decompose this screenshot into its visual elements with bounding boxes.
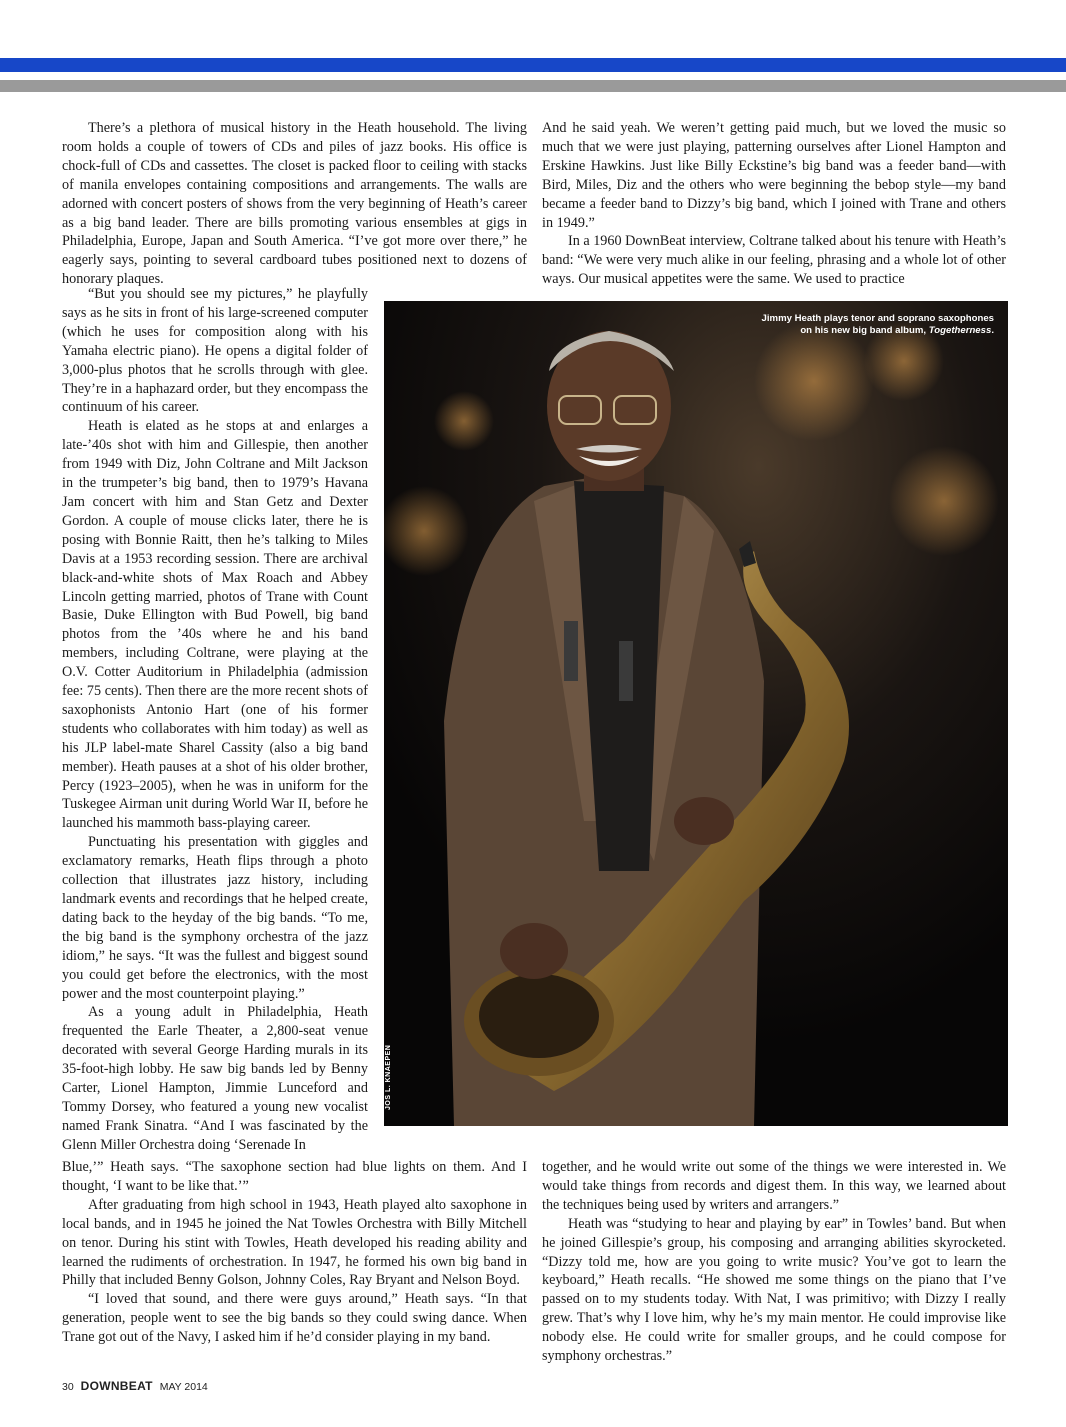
- paragraph: And he said yeah. We weren’t getting paid much, but we loved the music so much that we were just playing, patterning ourselves after Lionel Hampton and Erskine Hawkins. Just like Billy Eckstine’s big band was a feeder band—with Bird, Miles, Diz and the others who were beginning the bebop style—my band became a feeder band to Dizzy’s big band, which I joined with Trane and others in 1949.”: [542, 120, 1006, 231]
- caption-end: .: [991, 325, 994, 336]
- header-gray-bar: [0, 80, 1066, 92]
- paragraph: Heath was “studying to hear and playing by ear” in Towles’ band. But when he joined Gillespie’s group, his composing and arranging abilities skyrocketed. “Dizzy told me, how are you going to write music? You’ve got to learn the keyboard,” Heath recalls. “He showed me some things on the piano that I’ve passed on to my students today. With Nat, I was primitivo; with Dizzy I really grew. That’s why I love him, why he’s my main mentor. He could improvise like nobody else. He could write for smaller groups, and he could compose for symphony orchestras.”: [542, 1215, 1006, 1365]
- paragraph: Blue,’” Heath says. “The saxophone section had blue lights on them. And I thought, ‘I want to be like that.’”: [62, 1159, 527, 1194]
- caption-album-title: Togetherness: [928, 325, 992, 336]
- paragraph: After graduating from high school in 1943, Heath played alto saxophone in local bands, and in 1945 he joined the Nat Towles Orchestra with Billy Mitchell on tenor. During his stint with Towles, Heath developed his reading ability and learned the rudiments of orchestration. In 1947, he formed his own big band in Philly that included Benny Golson, Johnny Coles, Ray Bryant and Nelson Boyd.: [62, 1196, 527, 1289]
- left-column-bottom: [62, 1158, 527, 1347]
- photo-caption: [694, 313, 994, 337]
- paragraph: “But you should see my pictures,” he playfully says as he sits in front of his large-screened computer (which he uses for composition along with his Yamaha electric piano). He opens a digital folder of 3,000-plus photos that he scrolls through with glee. They’re in a haphazard order, but they encompass the continuum of his career.: [62, 286, 368, 416]
- left-column-narrow: [62, 285, 368, 1155]
- feature-photo: [384, 301, 1008, 1126]
- page-footer: [62, 1379, 208, 1393]
- photo-credit: JOS L. KNAEPEN: [385, 1044, 392, 1110]
- paragraph: There’s a plethora of musical history in the Heath household. The living room holds a couple of towers of CDs and piles of jazz books. His office is chock-full of CDs and cassettes. The closet is packed floor to ceiling with stacks of manila envelopes containing compositions and arrangements. The walls are adorned with concert posters of shows from the very beginning of Heath’s career as a big band leader. There are bills promoting various ensembles at gigs in Philadelphia, Europe, Japan and South America. “I’ve got more over there,” he eagerly says, pointing to several cardboard tubes positioned next to dozens of honorary plaques.: [62, 120, 527, 288]
- header-blue-bar: [0, 58, 1066, 72]
- right-column-top: [542, 119, 1006, 289]
- page-number: 30: [62, 1381, 74, 1393]
- magazine-brand: DOWNBEAT: [80, 1379, 153, 1393]
- issue-date: MAY 2014: [159, 1381, 208, 1393]
- caption-line: Jimmy Heath plays tenor and soprano saxophones: [761, 313, 994, 324]
- paragraph: In a 1960 DownBeat interview, Coltrane talked about his tenure with Heath’s band: “We were very much alike in our feeling, phrasing and a whole lot of other ways. Our musical appetites were the same. We used to practice: [542, 233, 1006, 288]
- right-column-bottom: [542, 1158, 1006, 1366]
- paragraph: Heath is elated as he stops at and enlarges a late-’40s shot with him and Gillespie, then another from 1949 with Diz, John Coltrane and Milt Jackson in the trumpeter’s big band, then to 1979’s Havana Jam concert with him and Stan Getz and Dexter Gordon. A couple of mouse clicks later, there he is posing with Bonnie Raitt, then he’s talking to Miles Davis at a 1953 recording session. There are archival black-and-white shots of Max Roach and Abbey Lincoln getting married, photos of Trane with Count Basie, Duke Ellington with Bud Powell, big band photos from the ’40s where he and his band members, including Coltrane, were playing at the O.V. Cotter Auditorium in Philadelphia (admission fee: 75 cents). Then there are the more recent shots of saxophonists Antonio Hart (one of his former students who collaborates with him today) as well as his JLP label-mate Sharel Cassity (also a big band member). Heath pauses at a shot of his older brother, Percy (1923–2005), when he was in uniform for the Tuskegee Airman unit during World War II, before he launched his mammoth bass-playing career.: [62, 418, 368, 832]
- paragraph: As a young adult in Philadelphia, Heath frequented the Earle Theater, a 2,800-seat venue decorated with several George Harding murals in its 35-foot-high lobby. He saw big bands led by Benny Carter, Lionel Hampton, Jimmie Lunceford and Tommy Dorsey, who featured a young new vocalist named Frank Sinatra. “And I was fascinated by the Glenn Miller Orchestra doing ‘Serenade In: [62, 1004, 368, 1153]
- paragraph: together, and he would write out some of the things we were interested in. We would take things from records and digest them. In this way, we learned about the techniques being used by writers and arrangers.”: [542, 1159, 1006, 1213]
- paragraph: “I loved that sound, and there were guys around,” Heath says. “In that generation, people went to see the big bands so they could swing dance. When Trane got out of the Navy, I asked him if he’d consider playing in my band.: [62, 1291, 527, 1346]
- left-column-top: [62, 119, 527, 289]
- paragraph: Punctuating his presentation with giggles and exclamatory remarks, Heath flips through a photo collection that illustrates jazz history, including landmark events and recordings that he helped create, dating back to the heyday of the big bands. “To me, the big band is the symphony orchestra of the jazz idiom,” he says. “It was the fullest and biggest sound you could get before the electronics, with the most power and the most counterpoint playing.”: [62, 834, 368, 1002]
- caption-line: on his new big band album,: [800, 325, 929, 336]
- musician-photo-illustration: [384, 301, 1008, 1126]
